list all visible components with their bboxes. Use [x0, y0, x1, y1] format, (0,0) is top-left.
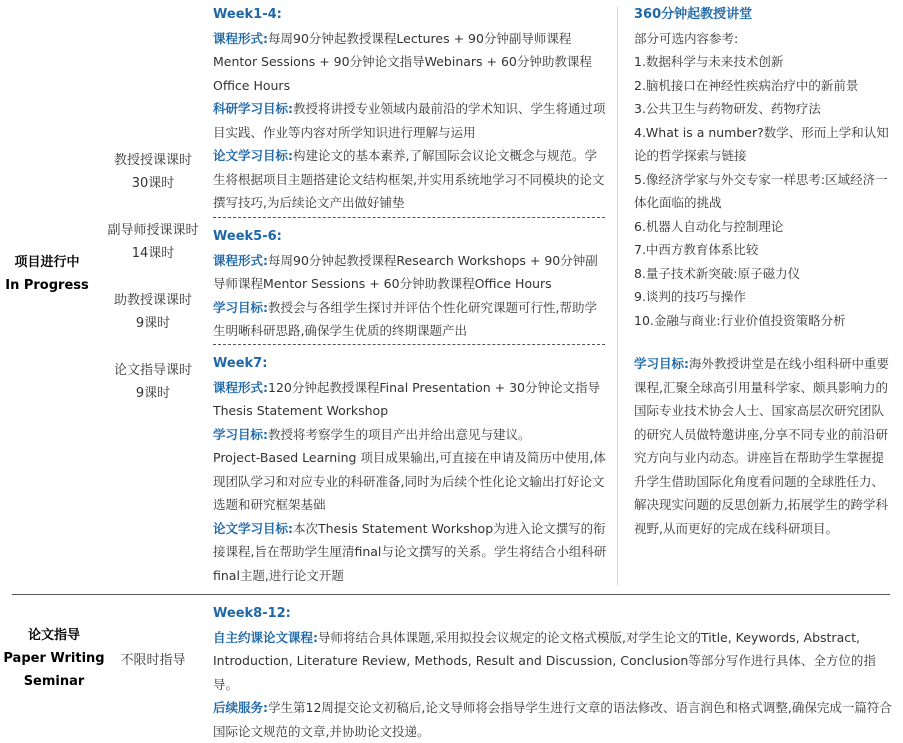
- dashed-divider: [213, 344, 605, 345]
- lecture-item: 4.What is a number?数学、形而上学和认知论的哲学探索与链接: [634, 124, 889, 163]
- section-title-cn: 项目进行中: [14, 255, 80, 270]
- format-paragraph: [213, 249, 609, 296]
- hours-thesis: [98, 359, 208, 405]
- format-text: 每周90分钟起教授课程Lectures + 90分钟副导师课程Mentor Sessions + 90分钟论文指导Webinars + 60分钟助教课程Office Hours: [213, 30, 592, 93]
- week-title: Week7:: [213, 356, 268, 371]
- goal-text: 教授将考察学生的项目产出并给出意见与建议。: [268, 426, 531, 442]
- format-text: 每周90分钟起教授课程Research Workshops + 90分钟副导师课程Mentor Sessions + 60分钟助教课程Office Hours: [213, 252, 598, 291]
- column-divider: [617, 6, 618, 586]
- lectures-goal-label: 学习目标:: [634, 356, 689, 371]
- lectures-goal-paragraph: [634, 352, 896, 540]
- section-title-progress: [4, 251, 90, 297]
- lecture-item: 3.公共卫生与药物研发、药物疗法: [634, 101, 821, 116]
- week-title: Week8-12:: [213, 606, 291, 621]
- section-title-en: Paper Writing: [3, 651, 105, 666]
- goal-text: 教授会与各组学生探讨并评估个性化研究课题可行性,帮助学生明晰科研思路,确保学生优质的终期课题产出: [213, 299, 597, 338]
- format-paragraph: [213, 376, 609, 423]
- follow-service-paragraph: [213, 696, 895, 743]
- week8-12-block: [213, 602, 895, 743]
- section-title-en: In Progress: [5, 278, 89, 293]
- hours-value: 9课时: [135, 386, 171, 401]
- week1-4-block: [213, 3, 609, 215]
- section-divider: [12, 594, 890, 595]
- week7-block: [213, 352, 609, 587]
- follow-service-text: 学生第12周提交论文初稿后,论文导师将会指导学生进行文章的语法修改、语言润色和格式调整,确保完成一篇符合国际论文规范的文章,并协助论文投递。: [213, 700, 892, 739]
- lectures-title: 360分钟起教授讲堂: [634, 7, 753, 22]
- format-label: 课程形式:: [213, 379, 268, 395]
- research-goal-paragraph: [213, 97, 609, 144]
- lecture-item: 9.谈判的技巧与操作: [634, 289, 746, 304]
- custom-course-label: 自主约课论文课程:: [213, 629, 318, 645]
- hours-mentor: [98, 219, 208, 265]
- lecture-item: 1.数据科学与未来技术创新: [634, 54, 784, 69]
- research-goal-text: 教授将讲授专业领域内最前沿的学术知识、学生将通过项目实践、作业等内容对所学知识进行理解与运用: [213, 101, 606, 140]
- section-title-paper: [2, 624, 106, 693]
- pbl-paragraph: Project-Based Learning 项目成果输出,可直接在申请及简历中使用,体现团队学习和对应专业的科研准备,同时为后续个性化论文输出打好论文选题和研究框架基础: [213, 450, 606, 512]
- lectures-block: [634, 3, 896, 332]
- paper-goal-text: 本次Thesis Statement Workshop为进入论文撰写的衔接课程,旨在帮助学生厘清final与论文撰写的关系。学生将结合小组科研final主题,进行论文开题: [213, 520, 607, 583]
- hours-label: 副导师授课课时: [107, 223, 199, 238]
- paper-goal-label: 论文学习目标:: [213, 520, 293, 536]
- custom-course-paragraph: [213, 626, 895, 697]
- lectures-goal-text: 海外教授讲堂是在线小组科研中重要课程,汇聚全球高引用量科学家、颇具影响力的国际专业技术协会人士、国家高层次研究团队的研究人员做特邀讲座,分享不同专业的前沿研究方向与业内动态。讲座旨在帮助学生掌握提升学生借助国际化角度看问题的全球胜任力、解决现实问题的反思创新力,拓展学生的跨学科视野,从而更好的完成在线科研项目。: [634, 356, 890, 536]
- paper-goal-label: 论文学习目标:: [213, 148, 293, 163]
- goal-paragraph: [213, 423, 609, 447]
- hours-label: 助教授课课时: [113, 293, 192, 308]
- format-label: 课程形式:: [213, 30, 268, 46]
- lecture-item: 7.中西方教育体系比较: [634, 242, 759, 257]
- follow-service-label: 后续服务:: [213, 700, 268, 715]
- paper-goal-text: 构建论文的基本素养,了解国际会议论文概念与规范。学生将根据项目主题搭建论文结构框架,并实用系统地学习不同模块的论文撰写技巧,为后续论文产出做好铺垫: [213, 148, 605, 210]
- week-title: Week1-4:: [213, 7, 282, 22]
- goal-label: 学习目标:: [213, 299, 268, 315]
- lecture-item: 8.量子技术新突破:原子磁力仪: [634, 265, 801, 281]
- paper-goal-paragraph: [213, 144, 609, 215]
- paper-goal-paragraph: [213, 517, 609, 588]
- research-goal-label: 科研学习目标:: [213, 101, 293, 116]
- goal-paragraph: [213, 296, 609, 343]
- goal-label: 学习目标:: [213, 426, 268, 442]
- format-text: 120分钟起教授课程Final Presentation + 30分钟论文指导Thesis Statement Workshop: [213, 379, 600, 418]
- lecture-item: 5.像经济学家与外交专家一样思考:区域经济一体化面临的挑战: [634, 171, 888, 210]
- lecture-item: 2.脑机接口在神经性疾病治疗中的新前景: [634, 77, 859, 93]
- hours-label: 论文指导课时: [113, 363, 192, 378]
- format-label: 课程形式:: [213, 252, 268, 268]
- format-paragraph: [213, 27, 609, 98]
- lectures-goal-block: [634, 352, 896, 540]
- hours-assistant: [98, 289, 208, 335]
- hours-value: 30课时: [131, 176, 175, 191]
- week5-6-block: [213, 225, 609, 343]
- week-title: Week5-6:: [213, 229, 282, 244]
- hours-value: 14课时: [131, 246, 175, 261]
- lecture-item: 6.机器人自动化与控制理论: [634, 218, 784, 234]
- custom-course-text: 导师将结合具体课题,采用拟投会议规定的论文格式模版,对学生论文的Title, Keywords, Abstract, Introduction, Literature Review, Methods, Result and Discussion, Conclusion等部分写作进行具体、全方位的指导。: [213, 629, 876, 692]
- section-title-cn: 论文指导: [27, 628, 80, 643]
- lecture-item: 10.金融与商业:行业价值投资策略分析: [634, 312, 846, 328]
- hours-label: 教授授课课时: [113, 153, 192, 168]
- dashed-divider: [213, 217, 605, 218]
- hours-professor: [98, 149, 208, 195]
- lectures-intro: 部分可选内容参考:: [634, 30, 739, 46]
- hours-unlimited: 不限时指导: [120, 653, 186, 668]
- hours-value: 9课时: [135, 316, 171, 331]
- section-title-en: Seminar: [23, 674, 85, 689]
